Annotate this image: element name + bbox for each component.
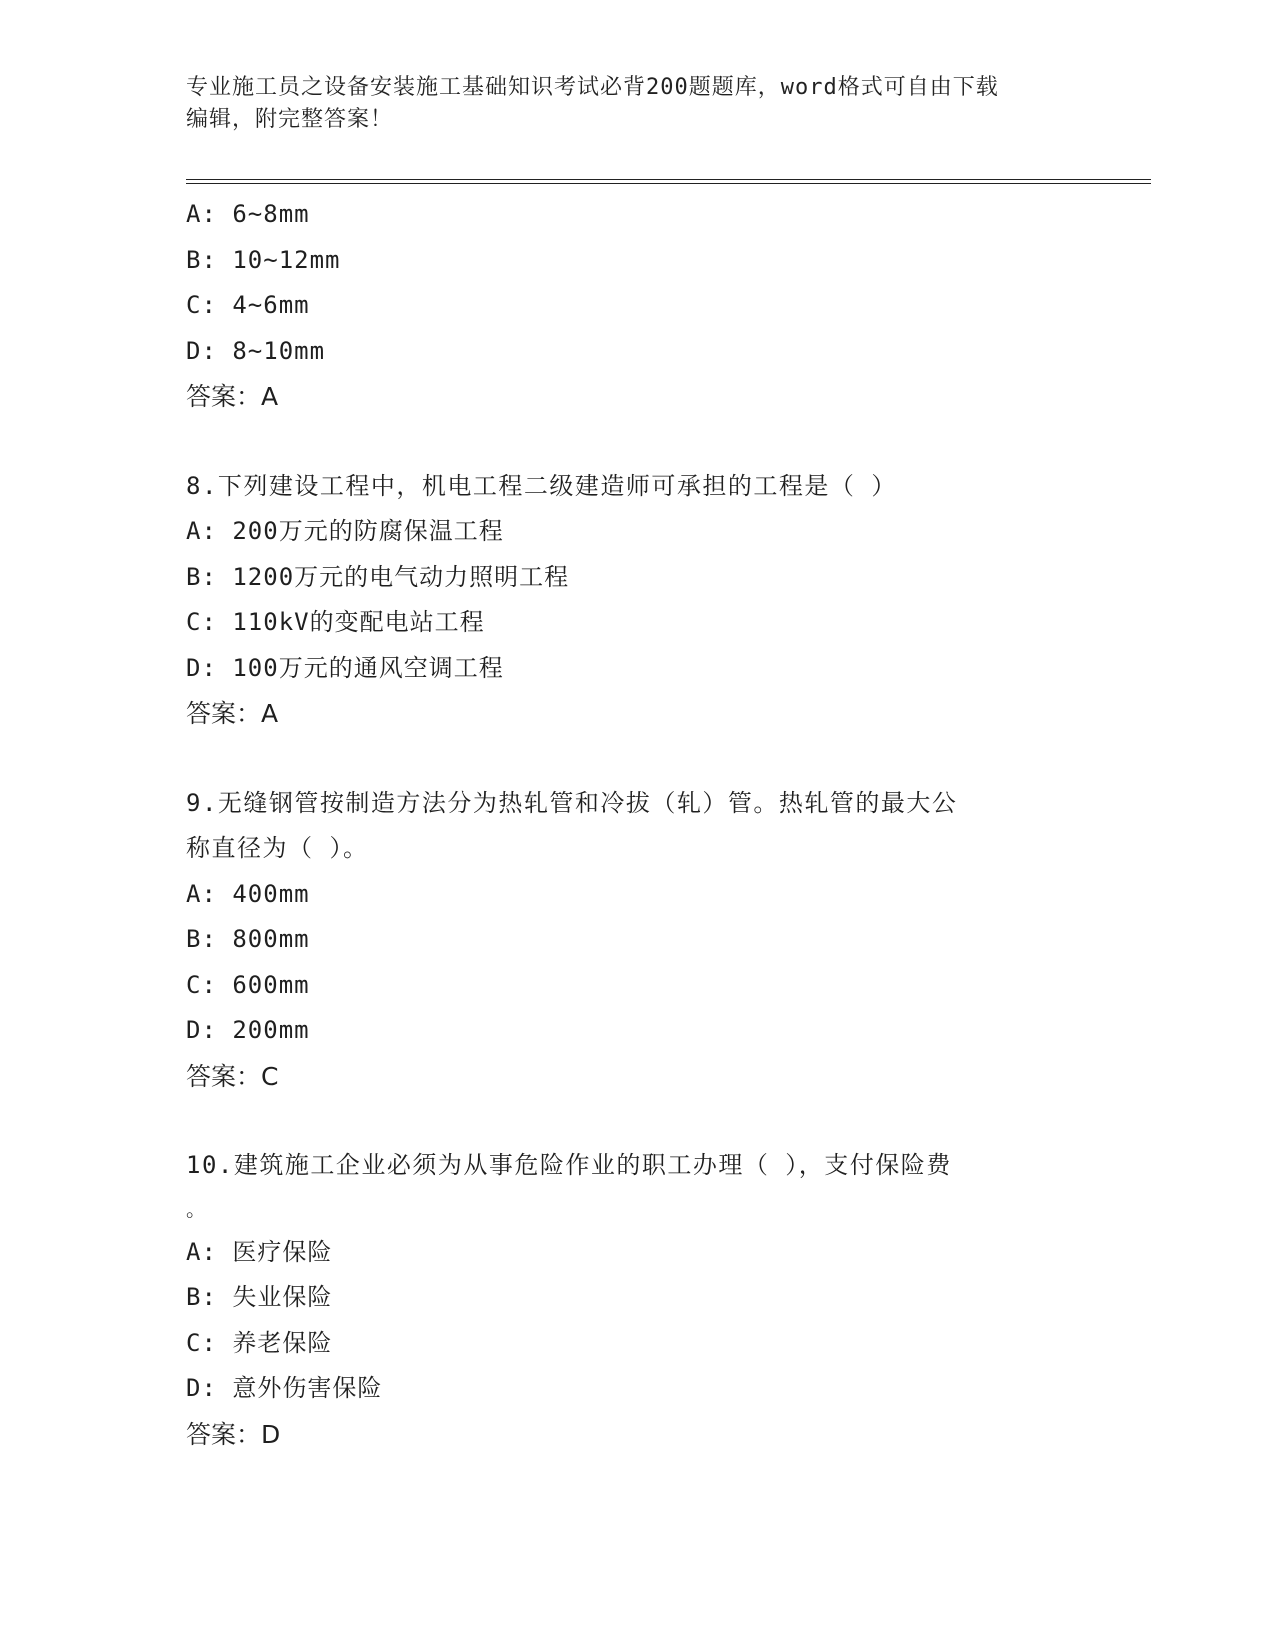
question-title: 8.下列建设工程中，机电工程二级建造师可承担的工程是（ ） (186, 471, 897, 500)
header-line-2: 编辑，附完整答案！ (186, 107, 394, 132)
option-d: D: 8~10mm (186, 336, 326, 365)
header-divider-top (186, 179, 1151, 180)
spacer (186, 1099, 1066, 1143)
option-b: B: 800mm (186, 925, 310, 953)
question-list (186, 192, 1066, 1457)
option-c: C: 600mm (186, 970, 310, 999)
question-9 (186, 781, 1066, 1100)
option-b: B: 10~12mm (186, 245, 341, 274)
answer: 答案：D (186, 1419, 281, 1449)
option-d: D: 意外伤害保险 (186, 1374, 383, 1402)
option-b: B: 1200万元的电气动力照明工程 (186, 562, 570, 591)
option-c: C: 养老保险 (186, 1328, 333, 1357)
answer: 答案：C (186, 1061, 279, 1091)
option-c: C: 4~6mm (186, 291, 310, 319)
spacer (186, 737, 1066, 781)
question-title-line-2: 称直径为（ ）。 (186, 834, 369, 862)
header-line-1: 专业施工员之设备安装施工基础知识考试必背200题题库，word格式可自由下载 (186, 75, 999, 100)
option-a: A: 200万元的防腐保温工程 (186, 517, 504, 545)
option-d: D: 100万元的通风空调工程 (186, 653, 504, 682)
question-7 (186, 192, 1066, 420)
answer: 答案：A (186, 382, 279, 411)
question-8 (186, 464, 1066, 737)
option-a: A: 400mm (186, 879, 310, 908)
question-10 (186, 1143, 1066, 1457)
document-header (186, 72, 1066, 136)
option-c: C: 110kV的变配电站工程 (186, 608, 485, 636)
question-title-line-1: 9.无缝钢管按制造方法分为热轧管和冷拔（轧）管。热轧管的最大公 (186, 788, 958, 817)
question-title-line-2: 。 (186, 1196, 208, 1221)
option-d: D: 200mm (186, 1016, 310, 1044)
header-divider-bottom (186, 183, 1151, 184)
option-a: A: 医疗保险 (186, 1237, 333, 1266)
option-a: A: 6~8mm (186, 200, 310, 228)
option-b: B: 失业保险 (186, 1283, 333, 1311)
spacer (186, 420, 1066, 464)
answer: 答案：A (186, 699, 279, 728)
question-title-line-1: 10.建筑施工企业必须为从事危险作业的职工办理（ ），支付保险费 (186, 1151, 952, 1179)
